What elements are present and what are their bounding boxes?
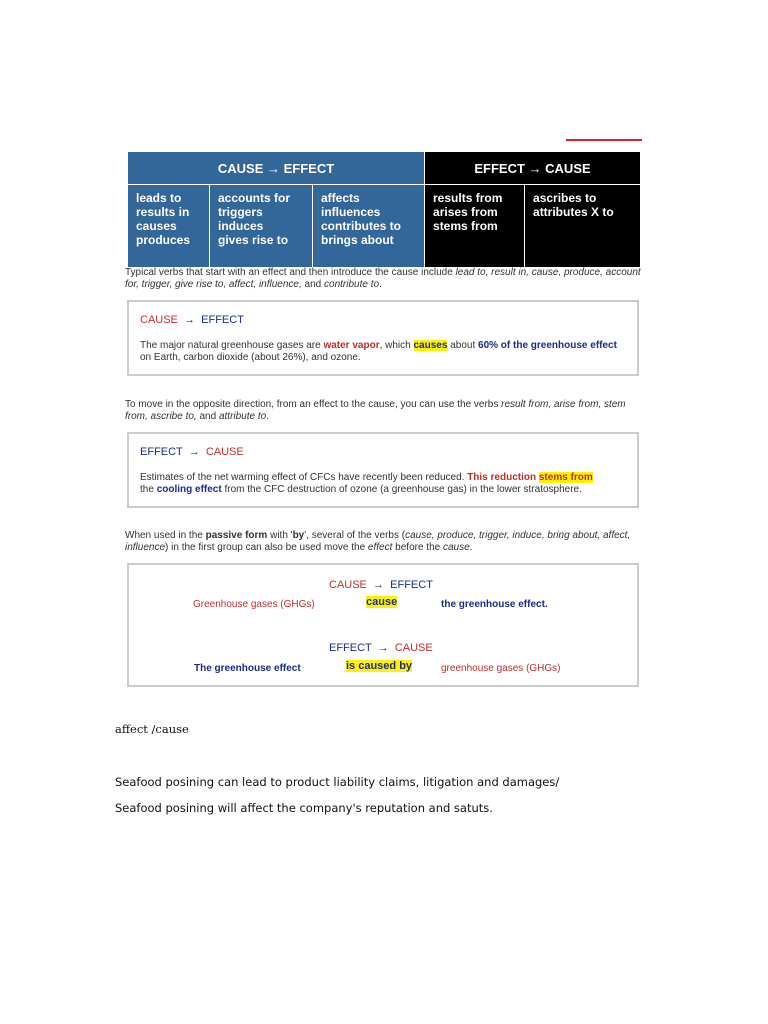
cause-phrase: water vapor bbox=[323, 340, 380, 351]
highlighted-verb: stems from bbox=[538, 472, 593, 483]
effect-term: effect bbox=[367, 542, 393, 553]
intro-paragraph bbox=[125, 267, 645, 291]
cause-label: CAUSE bbox=[140, 314, 178, 326]
verb: contribute to bbox=[324, 279, 380, 290]
cause-label: CAUSE bbox=[205, 446, 244, 458]
row2-heading bbox=[329, 642, 433, 654]
text: To move in the opposite direction, from an effect to the cause, you can use the verbs bbox=[125, 399, 502, 410]
cause-effect-example-box bbox=[127, 300, 639, 376]
verb: ascribes to bbox=[533, 191, 597, 205]
text: ) in the first group can also be used move the bbox=[165, 542, 368, 553]
effect-cause-example-box bbox=[127, 432, 639, 508]
note-sentence-2: Seafood posining will affect the company's reputation and satuts. bbox=[115, 801, 493, 815]
verb: results from bbox=[433, 191, 503, 205]
verb: brings about bbox=[321, 233, 394, 247]
text: The major natural greenhouse gases are bbox=[140, 340, 324, 351]
highlighted-verb: causes bbox=[413, 340, 448, 351]
verb-list: result from, arise from, stem from, ascribe to, bbox=[125, 399, 626, 422]
arrow-icon: → bbox=[188, 446, 200, 458]
cause-effect-header: CAUSE → EFFECT bbox=[128, 152, 425, 185]
text: and bbox=[196, 411, 219, 422]
arrow-icon: → bbox=[373, 579, 385, 591]
effect-label: EFFECT bbox=[329, 642, 372, 654]
effect-phrase: 60% of the greenhouse effect bbox=[478, 340, 617, 351]
verb-column-2 bbox=[210, 185, 313, 268]
verb: influences bbox=[321, 205, 381, 219]
text: about bbox=[447, 340, 479, 351]
verb: arises from bbox=[433, 205, 498, 219]
verb-1: cause bbox=[366, 596, 398, 608]
text: . bbox=[469, 542, 473, 553]
effect-label: EFFECT bbox=[390, 579, 433, 591]
arrow-icon: → bbox=[377, 642, 389, 654]
effect-phrase: This reduction bbox=[467, 472, 539, 483]
verb-column-5 bbox=[525, 185, 641, 268]
text: . bbox=[266, 411, 269, 422]
verb: results in bbox=[136, 205, 190, 219]
object-1: the greenhouse effect. bbox=[441, 599, 548, 610]
arrow-icon: → bbox=[184, 314, 196, 326]
red-underline-mark bbox=[566, 139, 642, 141]
verb-2: is caused by bbox=[346, 660, 413, 672]
text: . bbox=[379, 279, 382, 290]
passive-example-box bbox=[127, 563, 639, 687]
example-sentence bbox=[140, 472, 627, 496]
by-term: by bbox=[292, 530, 305, 541]
verb: leads to bbox=[136, 191, 182, 205]
verb: causes bbox=[136, 219, 177, 233]
text: When used in the bbox=[125, 530, 206, 541]
verb: accounts for bbox=[218, 191, 291, 205]
text: on Earth, carbon dioxide (about 26%), and ozone. bbox=[140, 352, 361, 363]
box-heading bbox=[140, 446, 244, 458]
text: , which bbox=[379, 340, 414, 351]
effect-label: EFFECT bbox=[201, 314, 244, 326]
effect-label: EFFECT bbox=[140, 446, 183, 458]
verb-column-3 bbox=[313, 185, 425, 268]
text: from the CFC destruction of ozone (a greenhouse gas) in the lower stratosphere. bbox=[221, 484, 582, 495]
text: ', several of the verbs ( bbox=[304, 530, 406, 541]
text: with ' bbox=[267, 530, 293, 541]
verb: contributes to bbox=[321, 219, 401, 233]
verb: stems from bbox=[433, 219, 498, 233]
cause-term: cause bbox=[442, 542, 470, 553]
opposite-direction-paragraph bbox=[125, 399, 645, 423]
passive-form-term: passive form bbox=[205, 530, 268, 541]
effect-cause-header: EFFECT → CAUSE bbox=[425, 152, 641, 185]
verb: gives rise to bbox=[218, 233, 289, 247]
cause-label: CAUSE bbox=[394, 642, 433, 654]
row1-heading bbox=[329, 579, 433, 591]
verb: affects bbox=[321, 191, 360, 205]
verb-table bbox=[127, 151, 641, 268]
text: Typical verbs that start with an effect and then introduce the cause include bbox=[125, 267, 456, 278]
box-heading bbox=[140, 314, 244, 326]
subject-2: The greenhouse effect bbox=[194, 663, 301, 674]
verb: triggers bbox=[218, 205, 263, 219]
verb: attributes X to bbox=[533, 205, 614, 219]
text: Estimates of the net warming effect of CFCs have recently been reduced. bbox=[140, 472, 468, 483]
verb-list: lead to, result in, cause, produce, account for, trigger, give rise to, affect, influence, bbox=[125, 267, 641, 290]
text: before the bbox=[392, 542, 443, 553]
verb: produces bbox=[136, 233, 191, 247]
verb-column-1 bbox=[128, 185, 210, 268]
note-sentence-1: Seafood posining can lead to product liability claims, litigation and damages/ bbox=[115, 775, 560, 789]
verb-list: cause, produce, trigger, induce, bring about, affect, influence bbox=[125, 530, 631, 553]
passive-form-paragraph bbox=[125, 530, 645, 554]
verb-column-4 bbox=[425, 185, 525, 268]
subject-1: Greenhouse gases (GHGs) bbox=[193, 599, 315, 610]
cause-phrase: cooling effect bbox=[156, 484, 222, 495]
verb: induces bbox=[218, 219, 264, 233]
note-affect-cause: affect /cause bbox=[115, 722, 189, 736]
object-2: greenhouse gases (GHGs) bbox=[441, 663, 561, 674]
cause-label: CAUSE bbox=[329, 579, 367, 591]
text: and bbox=[301, 279, 325, 290]
text: the bbox=[140, 484, 157, 495]
example-sentence bbox=[140, 340, 627, 364]
verb: attribute to bbox=[218, 411, 267, 422]
